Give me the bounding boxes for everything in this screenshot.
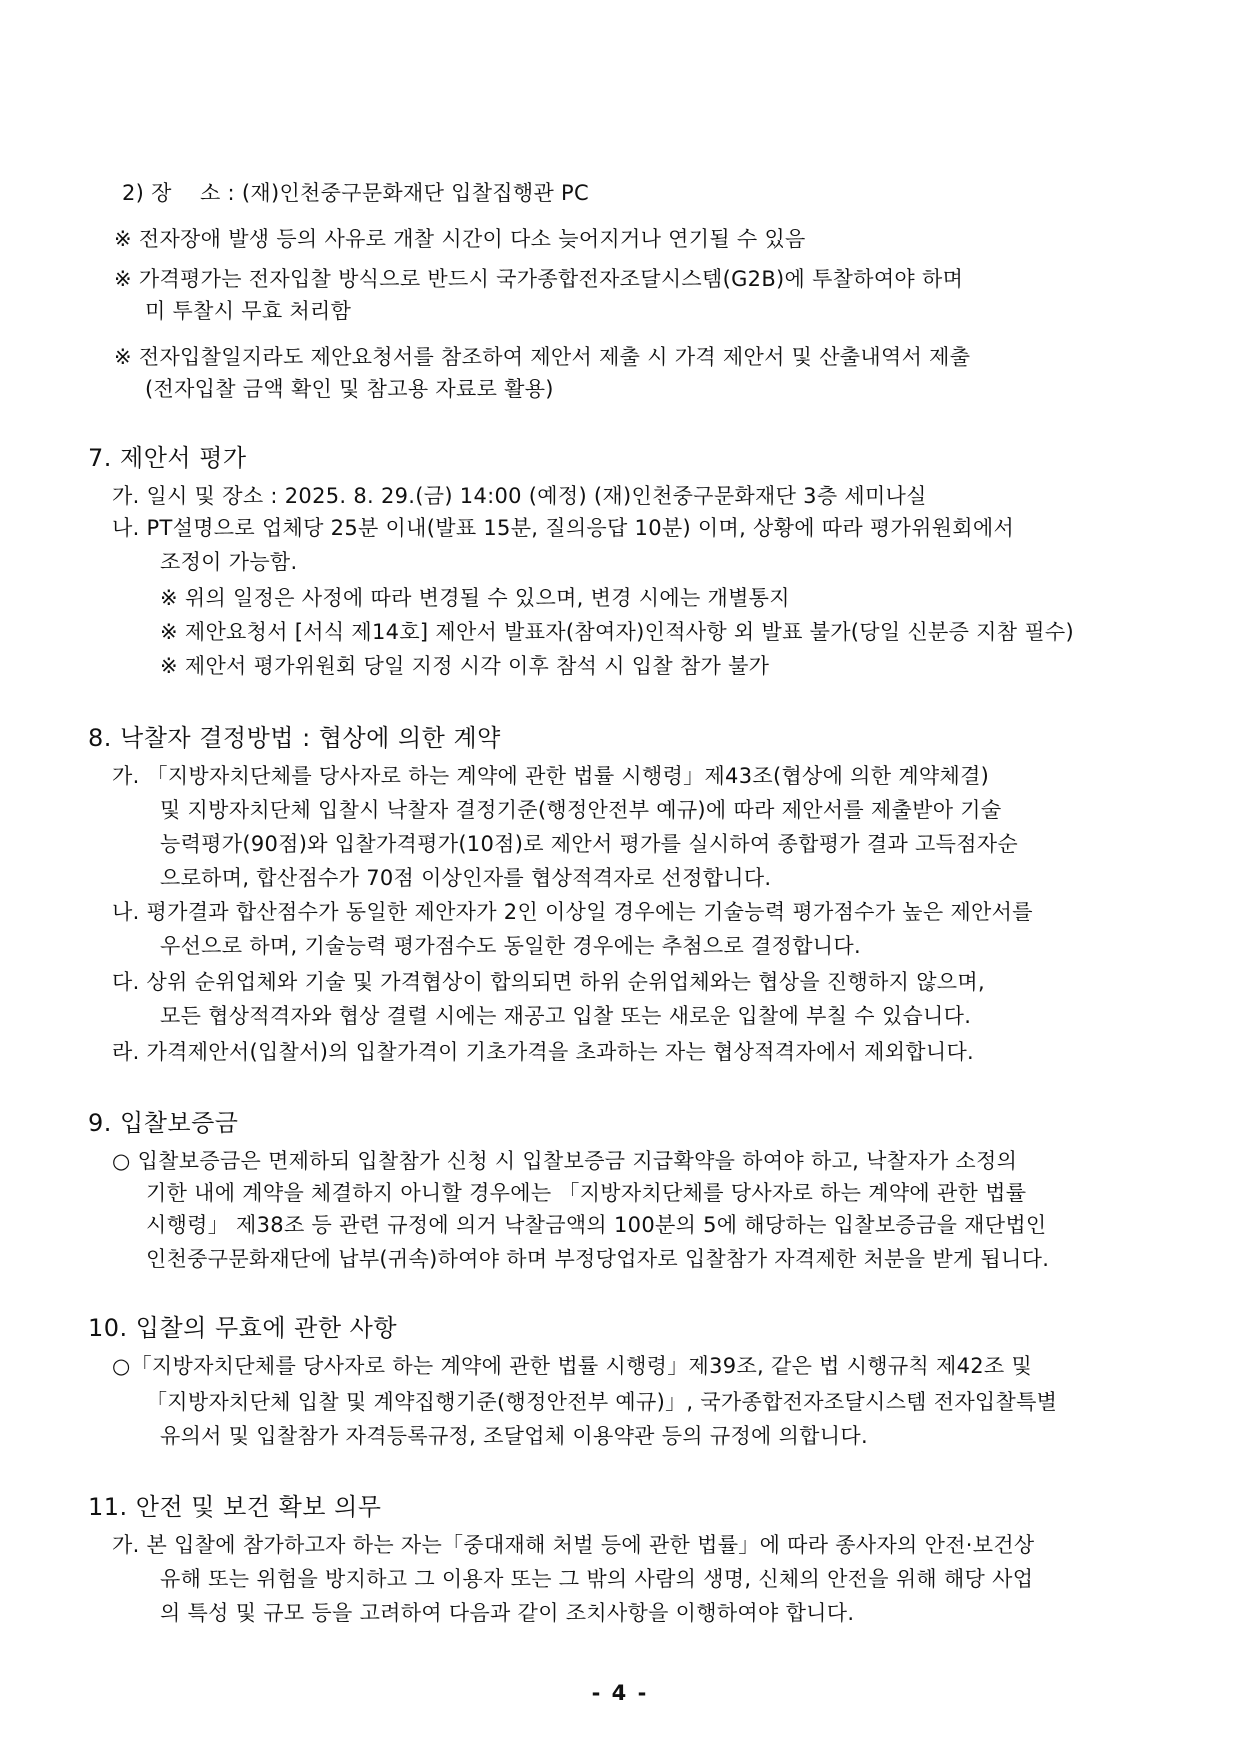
paragraph-line: 라. 가격제안서(입찰서)의 입찰가격이 기초가격을 초과하는 자는 협상적격자에서 제외합니다. [112, 1040, 975, 1064]
paragraph-line-continued: 으로하며, 합산점수가 70점 이상인자를 협상적격자로 선정합니다. [160, 866, 772, 890]
section-heading-8: 8. 낙찰자 결정방법 : 협상에 의한 계약 [88, 724, 501, 752]
note-line-continued: 미 투찰시 무효 처리함 [145, 299, 352, 323]
section-heading-9: 9. 입찰보증금 [88, 1109, 239, 1137]
note-line: ※ 제안요청서 [서식 제14호] 제안서 발표자(참여자)인적사항 외 발표 불가(당일 신분증 지참 필수) [160, 620, 1074, 644]
note-line: ※ 가격평가는 전자입찰 방식으로 반드시 국가종합전자조달시스템(G2B)에 투찰하여야 하며 [114, 267, 964, 291]
paragraph-line-continued: 조정이 가능함. [160, 550, 298, 574]
note-line: ※ 전자입찰일지라도 제안요청서를 참조하여 제안서 제출 시 가격 제안서 및 산출내역서 제출 [114, 345, 971, 369]
section-heading-10: 10. 입찰의 무효에 관한 사항 [88, 1314, 398, 1342]
paragraph-line: 가. 일시 및 장소 : 2025. 8. 29.(금) 14:00 (예정) (재)인천중구문화재단 3층 세미나실 [112, 484, 927, 508]
paragraph-line-continued: 모든 협상적격자와 협상 결렬 시에는 재공고 입찰 또는 새로운 입찰에 부칠 수 있습니다. [160, 1004, 972, 1028]
paragraph-line-continued: 시행령」 제38조 등 관련 규정에 의거 낙찰금액의 100분의 5에 해당하는 입찰보증금을 재단법인 [146, 1213, 1047, 1237]
venue-line: 2) 장 소 : (재)인천중구문화재단 입찰집행관 PC [122, 181, 589, 205]
paragraph-line: ○「지방자치단체를 당사자로 하는 계약에 관한 법률 시행령」제39조, 같은 법 시행규칙 제42조 및 [112, 1354, 1033, 1378]
note-line: ※ 전자장애 발생 등의 사유로 개찰 시간이 다소 늦어지거나 연기될 수 있음 [114, 227, 806, 251]
paragraph-line-continued: 우선으로 하며, 기술능력 평가점수도 동일한 경우에는 추첨으로 결정합니다. [160, 934, 861, 958]
paragraph-line: 나. 평가결과 합산점수가 동일한 제안자가 2인 이상일 경우에는 기술능력 평가점수가 높은 제안서를 [112, 900, 1033, 924]
note-line: ※ 위의 일정은 사정에 따라 변경될 수 있으며, 변경 시에는 개별통지 [160, 586, 790, 610]
page-number: - 4 - [591, 1681, 649, 1705]
paragraph-line-continued: 의 특성 및 규모 등을 고려하여 다음과 같이 조치사항을 이행하여야 합니다. [160, 1601, 855, 1625]
paragraph-line: 가. 본 입찰에 참가하고자 하는 자는「중대재해 처벌 등에 관한 법률」에 따라 종사자의 안전·보건상 [112, 1533, 1035, 1557]
paragraph-line-continued: 「지방자치단체 입찰 및 계약집행기준(행정안전부 예규)」, 국가종합전자조달시스템 전자입찰특별 [146, 1390, 1058, 1414]
paragraph-line-continued: 및 지방자치단체 입찰시 낙찰자 결정기준(행정안전부 예규)에 따라 제안서를 제출받아 기술 [160, 798, 1002, 822]
paragraph-line: ○ 입찰보증금은 면제하되 입찰참가 신청 시 입찰보증금 지급확약을 하여야 하고, 낙찰자가 소정의 [112, 1149, 1018, 1173]
paragraph-line-continued: 유의서 및 입찰참가 자격등록규정, 조달업체 이용약관 등의 규정에 의합니다. [160, 1424, 868, 1448]
paragraph-line-continued: 기한 내에 계약을 체결하지 아니할 경우에는 「지방자치단체를 당사자로 하는 계약에 관한 법률 [146, 1181, 1027, 1205]
paragraph-line-continued: 인천중구문화재단에 납부(귀속)하여야 하며 부정당업자로 입찰참가 자격제한 처분을 받게 됩니다. [146, 1247, 1050, 1271]
section-heading-11: 11. 안전 및 보건 확보 의무 [88, 1493, 382, 1521]
paragraph-line: 나. PT설명으로 업체당 25분 이내(발표 15분, 질의응답 10분) 이며, 상황에 따라 평가위원회에서 [112, 516, 1015, 540]
paragraph-line-continued: 능력평가(90점)와 입찰가격평가(10점)로 제안서 평가를 실시하여 종합평가 결과 고득점자순 [160, 832, 1018, 856]
paragraph-line: 다. 상위 순위업체와 기술 및 가격협상이 합의되면 하위 순위업체와는 협상을 진행하지 않으며, [112, 970, 985, 994]
section-heading-7: 7. 제안서 평가 [88, 444, 247, 472]
paragraph-line-continued: 유해 또는 위험을 방지하고 그 이용자 또는 그 밖의 사람의 생명, 신체의 안전을 위해 해당 사업 [160, 1567, 1034, 1591]
note-line-continued: (전자입찰 금액 확인 및 참고용 자료로 활용) [145, 377, 554, 401]
paragraph-line: 가. 「지방자치단체를 당사자로 하는 계약에 관한 법률 시행령」제43조(협상에 의한 계약체결) [112, 764, 990, 788]
note-line: ※ 제안서 평가위원회 당일 지정 시각 이후 참석 시 입찰 참가 불가 [160, 654, 770, 678]
